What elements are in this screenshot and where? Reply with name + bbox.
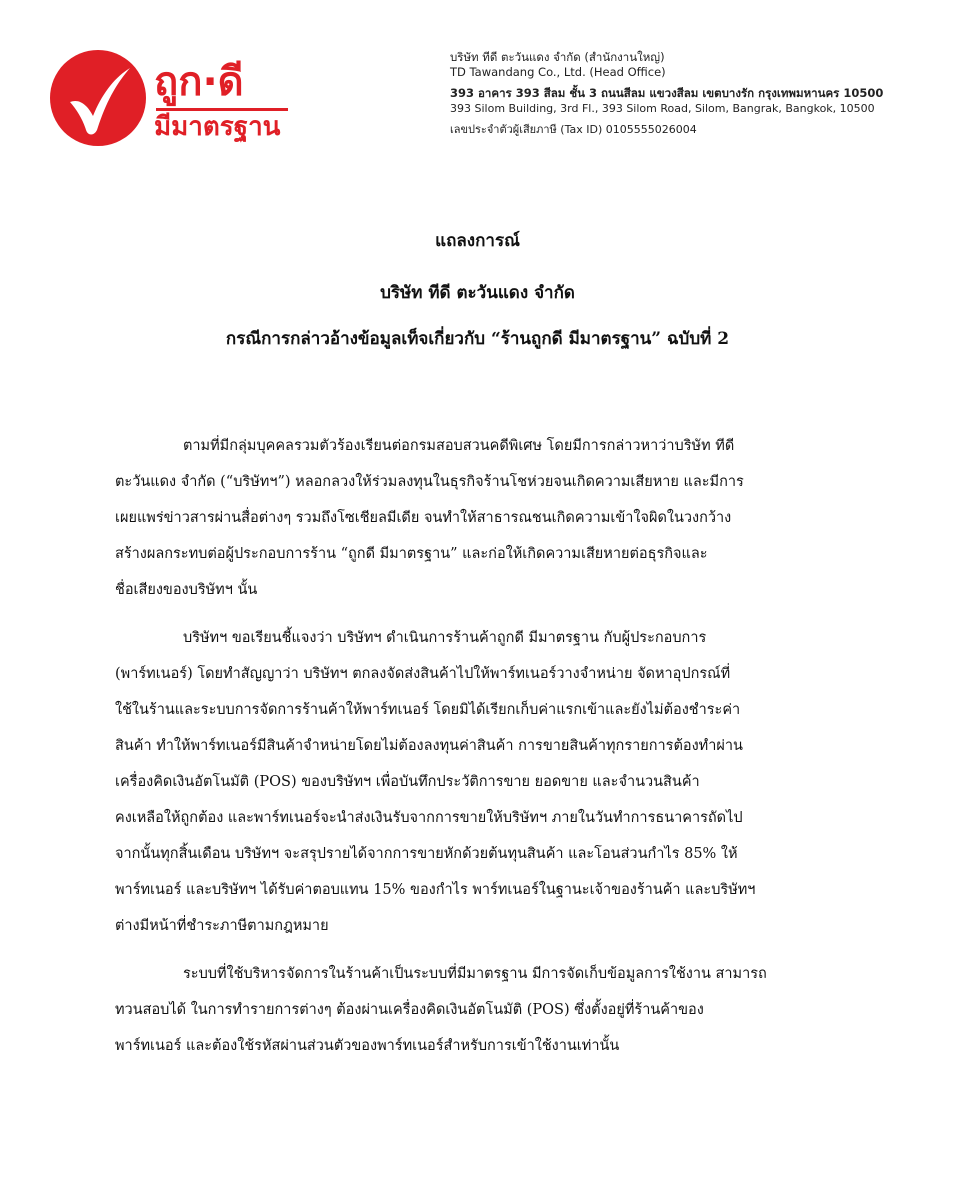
paragraph-line: ต่างมีหน้าที่ชำระภาษีตามกฎหมาย [115, 918, 329, 934]
paragraph-3 [115, 956, 838, 1064]
logo-wordmark: ถูก·ดี [154, 59, 244, 105]
paragraph-line: พาร์ทเนอร์ และบริษัทฯ ได้รับค่าตอบแทน 15% ของกำไร พาร์ทเนอร์ในฐานะเจ้าของร้านค้า และบริษัทฯ [115, 882, 756, 898]
paragraph-line: พาร์ทเนอร์ และต้องใช้รหัสผ่านส่วนตัวของพาร์ทเนอร์สำหรับการเข้าใช้งานเท่านั้น [115, 1038, 620, 1054]
paragraph-line: ทวนสอบได้ ในการทำรายการต่างๆ ต้องผ่านเครื่องคิดเงินอัตโนมัติ (POS) ซึ่งตั้งอยู่ที่ร้านค้าของ [115, 1002, 704, 1018]
paragraph-line: บริษัทฯ ขอเรียนชี้แจงว่า บริษัทฯ ดำเนินการร้านค้าถูกดี มีมาตรฐาน กับผู้ประกอบการ [183, 630, 707, 646]
paragraph-1 [115, 428, 838, 608]
checkmark-icon [50, 50, 146, 146]
paragraph-line: จากนั้นทุกสิ้นเดือน บริษัทฯ จะสรุปรายได้จากการขายหักด้วยต้นทุนสินค้า และโอนส่วนกำไร 85% ให้ [115, 846, 738, 862]
statement-subject: กรณีการกล่าวอ้างข้อมูลเท็จเกี่ยวกับ “ร้านถูกดี มีมาตรฐาน” ฉบับที่ 2 [225, 329, 730, 349]
statement-title: แถลงการณ์ [435, 231, 520, 251]
paragraph-line: ตะวันแดง จำกัด (“บริษัทฯ”) หลอกลวงให้ร่วมลงทุนในธุรกิจร้านโชห่วยจนเกิดความเสียหาย และมีการ [115, 474, 744, 490]
paragraph-2 [115, 620, 838, 944]
paragraph-line: คงเหลือให้ถูกต้อง และพาร์ทเนอร์จะนำส่งเงินรับจากการขายให้บริษัทฯ ภายในวันทำการธนาคารถัดไป [115, 810, 743, 826]
company-address-th: 393 อาคาร 393 สีลม ชั้น 3 ถนนสีลม แขวงสีลม เขตบางรัก กรุงเทพมหานคร 10500 [450, 86, 884, 100]
statement-company: บริษัท ทีดี ตะวันแดง จำกัด [380, 283, 575, 303]
company-logo [50, 48, 300, 148]
paragraph-line: สร้างผลกระทบต่อผู้ประกอบการร้าน “ถูกดี มีมาตรฐาน” และก่อให้เกิดความเสียหายต่อธุรกิจและ [115, 546, 708, 562]
company-name-en: TD Tawandang Co., Ltd. (Head Office) [450, 65, 666, 79]
logo-circle [50, 50, 146, 146]
logo-underline [156, 108, 288, 111]
company-name-th: บริษัท ทีดี ตะวันแดง จำกัด (สำนักงานใหญ่) [450, 50, 665, 64]
paragraph-line: เผยแพร่ข่าวสารผ่านสื่อต่างๆ รวมถึงโซเชียลมีเดีย จนทำให้สาธารณชนเกิดความเข้าใจผิดในวงกว้าง [115, 510, 732, 526]
paragraph-line: ชื่อเสียงของบริษัทฯ นั้น [115, 582, 258, 598]
paragraph-line: ใช้ในร้านและระบบการจัดการร้านค้าให้พาร์ทเนอร์ โดยมิได้เรียกเก็บค่าแรกเข้าและยังไม่ต้องชำระค่า [115, 702, 741, 718]
company-header [450, 50, 930, 137]
statement-body [115, 428, 838, 1064]
paragraph-line: ตามที่มีกลุ่มบุคคลรวมตัวร้องเรียนต่อกรมสอบสวนคดีพิเศษ โดยมีการกล่าวหาว่าบริษัท ทีดี [183, 438, 735, 454]
paragraph-line: สินค้า ทำให้พาร์ทเนอร์มีสินค้าจำหน่ายโดยไม่ต้องลงทุนค่าสินค้า การขายสินค้าทุกรายการต้องทำผ่าน [115, 738, 743, 754]
company-address-en: 393 Silom Building, 3rd Fl., 393 Silom Road, Silom, Bangrak, Bangkok, 10500 [450, 102, 875, 115]
paragraph-line: เครื่องคิดเงินอัตโนมัติ (POS) ของบริษัทฯ เพื่อบันทึกประวัติการขาย ยอดขาย และจำนวนสินค้า [115, 774, 700, 790]
company-tax-id: เลขประจำตัวผู้เสียภาษี (Tax ID) 0105555026004 [450, 123, 697, 136]
logo-tagline: มีมาตรฐาน [154, 112, 281, 142]
paragraph-line: ระบบที่ใช้บริหารจัดการในร้านค้าเป็นระบบที่มีมาตรฐาน มีการจัดเก็บข้อมูลการใช้งาน สามารถ [183, 966, 767, 982]
paragraph-line: (พาร์ทเนอร์) โดยทำสัญญาว่า บริษัทฯ ตกลงจัดส่งสินค้าไปให้พาร์ทเนอร์วางจำหน่าย จัดหาอุปกรณ์ที่ [115, 666, 731, 682]
